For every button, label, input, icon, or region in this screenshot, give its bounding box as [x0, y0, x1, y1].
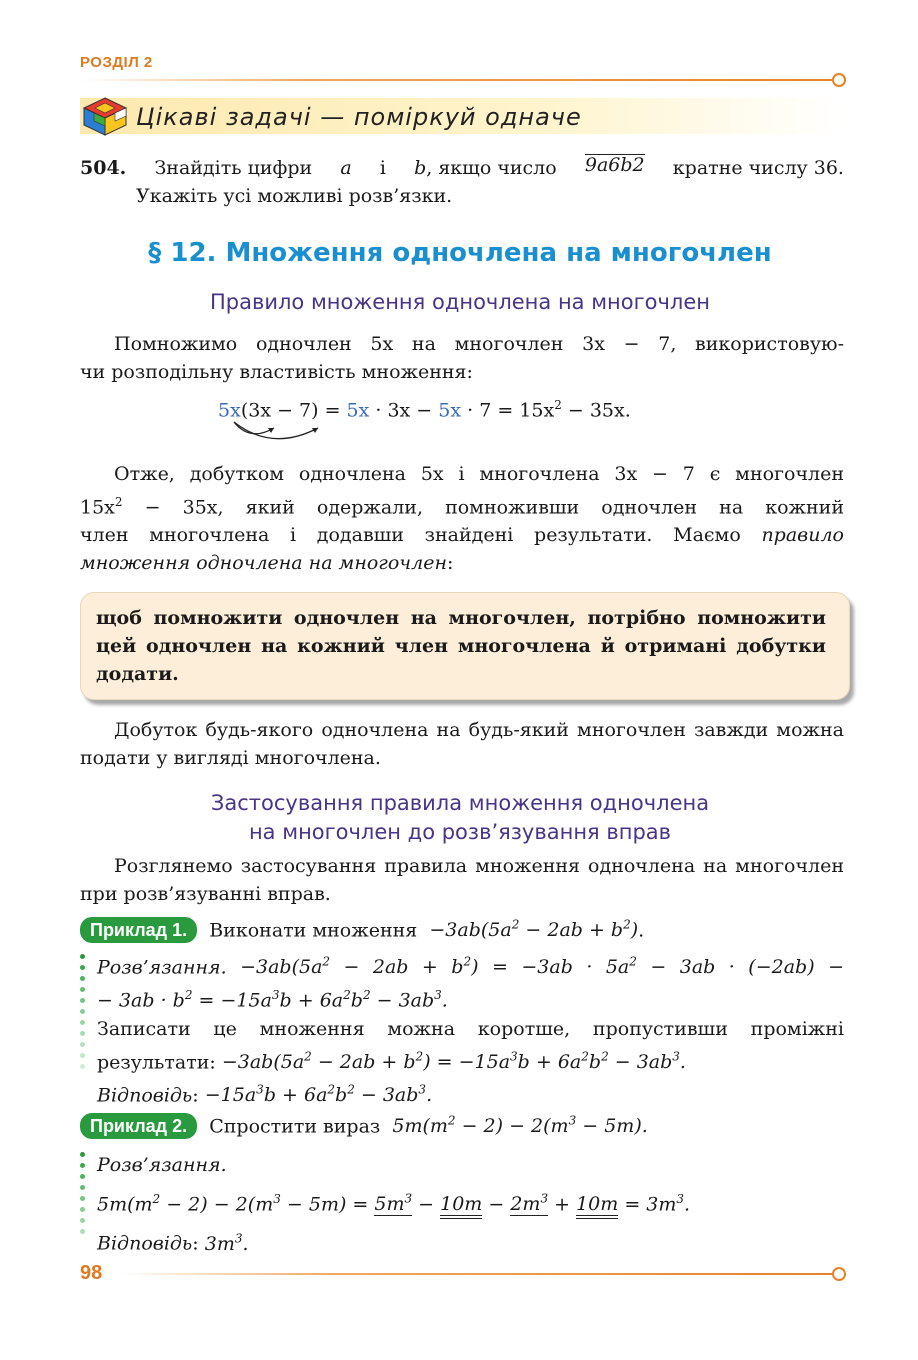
page-number: 98	[80, 1262, 103, 1284]
example-2-solution: Розв’язання. $5m(m^2 - 2) - 2(m^3 - 5m) = 5m^3 - 10m - 2m^3 + 10m = 3m^3$. Відповідь: $3m^3$.	[97, 1154, 691, 1255]
example-1-dots	[80, 954, 86, 1075]
example-1-badge: Приклад 1.	[80, 917, 197, 943]
summary-paragraph: Отже, добутком одночлена 5x і многочлена 3x − 7 є многочлен $15x^2 - 35x$, який одержали, помноживши одночлен на кожний член многочлена і додавши знайдені результати. Маємо правило множення одночлена на многочлен:	[80, 463, 844, 575]
subtitle-application: Застосування правила множення одночлена на многочлен до розв’язування вправ	[210, 791, 710, 844]
cube-icon	[82, 96, 128, 140]
banner-title: Цікаві задачі — поміркуй одначе	[136, 103, 582, 131]
footer-rule	[120, 1273, 832, 1275]
overline-number: 9a6b2	[585, 154, 645, 182]
example-2-dots	[80, 1152, 86, 1240]
problem-504: 504. Знайдіть цифри a і b, якщо число 9a6b2 кратне числу 36. Укажіть усі можливі розв’язки.	[80, 154, 844, 207]
example-1-header: Приклад 1. Виконати множення $-3ab(5a^2 - 2ab + b^2)$.	[80, 918, 644, 941]
note-paragraph: Добуток будь-якого одночлена на будь-який многочлен завжди можна подати у вигляді многочлена.	[80, 719, 844, 769]
application-paragraph: Розглянемо застосування правила множення одночлена на многочлен при розв’язуванні вправ.	[80, 855, 844, 905]
example-2-header: Приклад 2. Спростити вираз $5m(m^2 - 2) - 2(m^3 - 5m)$.	[80, 1114, 648, 1137]
subtitle-rule: Правило множення одночлена на многочлен	[209, 290, 710, 314]
footer-rule-end-icon	[832, 1267, 846, 1281]
section-title: § 12. Множення одночлена на многочлен	[148, 238, 772, 268]
header-rule-end-icon	[832, 73, 846, 87]
distribution-arrows-icon	[226, 418, 326, 448]
header-rule	[80, 79, 832, 81]
intro-paragraph: Помножимо одночлен 5x на многочлен 3x − 7, використовую- чи розподільну властивість множення:	[80, 333, 844, 383]
rule-text: щоб помножити одночлен на многочлен, потрібно помножити цей одночлен на кожний член многочлена й отримані добутки додати.	[96, 607, 826, 685]
problem-number: 504.	[80, 157, 127, 179]
example-2-badge: Приклад 2.	[80, 1113, 197, 1139]
section-label: РОЗДІЛ 2	[80, 54, 153, 71]
example-1-solution: Розв’язання. $-3ab(5a^2 - 2ab + b^2) = -3ab \cdot 5a^2 - 3ab \cdot (-2ab)$ − − $3ab \cdot b^2 = -15a^3b + 6a^2b^2 - 3ab^3$. Записати це множення можна коротше, пропустивши проміжні результати: $-3ab(5a^2 - 2ab + b^2) = -15a^3b + 6a^2b^2 - 3ab^3$. Відповідь: $-15a^3b + 6a^2b^2 - 3ab^3$.	[97, 955, 844, 1107]
distributive-formula: $5x(3x - 7) = 5x \cdot 3x - 5x \cdot 7 = 15x^2 - 35x$.	[218, 398, 631, 422]
